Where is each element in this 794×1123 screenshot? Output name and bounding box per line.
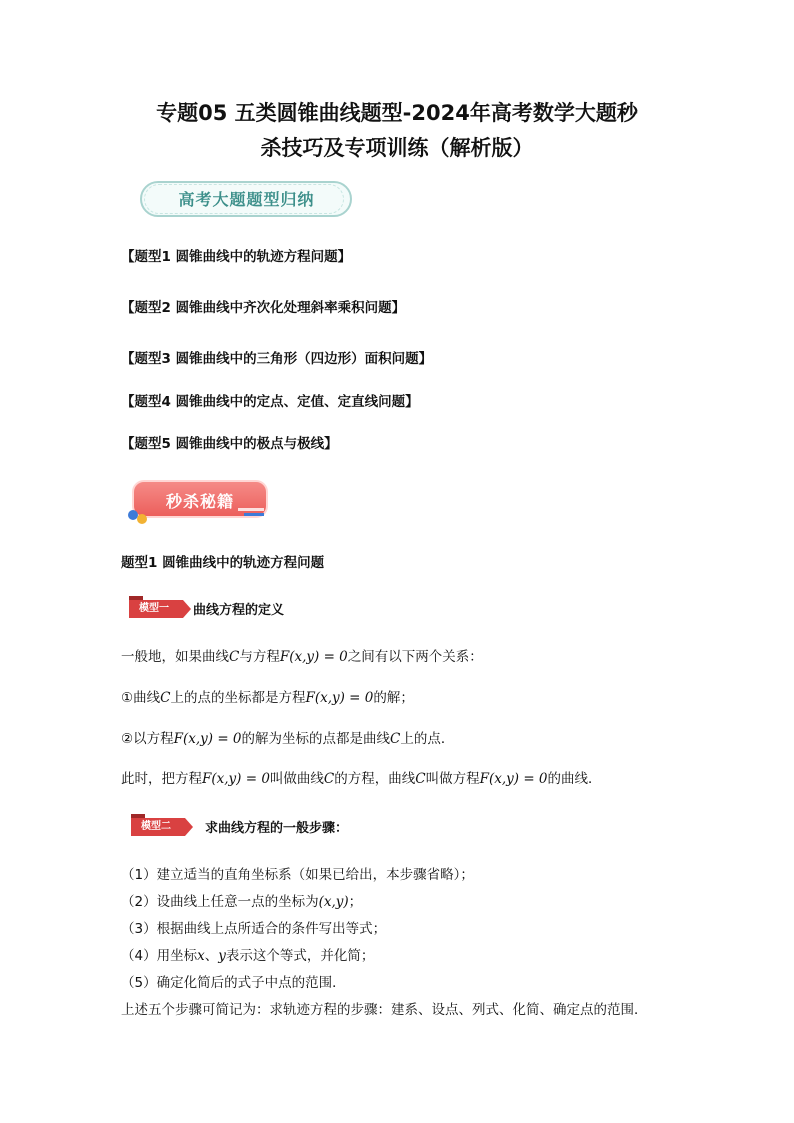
category-item-3: 【题型3 圆锥曲线中的三角形（四边形）面积问题】: [121, 351, 433, 367]
model1-tag-label: 模型一: [139, 603, 169, 614]
category-item-2: 【题型2 圆锥曲线中齐次化处理斜率乘积问题】: [121, 300, 406, 316]
paragraph-conclusion: 此时，把方程F(x,y) = 0叫做曲线C的方程，曲线C叫做方程F(x,y) = 0的曲线．: [121, 771, 602, 787]
tag-corner: [129, 596, 143, 600]
document-title-line2: 杀技巧及专项训练（解析版）: [260, 136, 534, 160]
model1-tag: [129, 600, 183, 618]
document-title-line1: 专题05 五类圆锥曲线题型-2024年高考数学大题秒: [156, 101, 638, 125]
category-item-5: 【题型5 圆锥曲线中的极点与极线】: [121, 436, 338, 452]
seckill-banner: [128, 478, 270, 524]
step-1: （1）建立适当的直角坐标系（如果已给出，本步骤省略）；: [121, 867, 474, 883]
paragraph-definition-intro: 一般地，如果曲线C与方程F(x,y) = 0之间有以下两个关系：: [121, 649, 483, 665]
stripe-decoration-blue: [244, 513, 264, 516]
model2-tag: [131, 818, 185, 836]
section-heading: 题型1 圆锥曲线中的轨迹方程问题: [121, 555, 325, 571]
paragraph-relation-1: ①曲线C上的点的坐标都是方程F(x,y) = 0的解；: [121, 690, 414, 706]
stripe-decoration: [238, 508, 264, 511]
paragraph-relation-2: ②以方程F(x,y) = 0的解为坐标的点都是曲线C上的点．: [121, 731, 455, 747]
step-4: （4）用坐标x、y表示这个等式，并化简；: [121, 948, 375, 964]
step-5: （5）确定化简后的式子中点的范围．: [121, 975, 346, 991]
model2-heading: 求曲线方程的一般步骤：: [205, 821, 349, 836]
category-item-4: 【题型4 圆锥曲线中的定点、定值、定直线问题】: [121, 394, 419, 410]
category-banner: [134, 177, 359, 221]
model2-tag-label: 模型二: [141, 821, 171, 832]
seckill-label: 秒杀秘籍: [165, 492, 234, 511]
model1-heading: 曲线方程的定义: [193, 603, 285, 618]
steps-summary: 上述五个步骤可简记为：求轨迹方程的步骤：建系、设点、列式、化简、确定点的范围．: [121, 1002, 648, 1018]
tag-corner: [131, 814, 145, 818]
step-3: （3）根据曲线上点所适合的条件写出等式；: [121, 921, 387, 937]
banner-label: 高考大题题型归纳: [178, 190, 315, 209]
yellow-dot-decoration: [137, 514, 147, 524]
category-item-1: 【题型1 圆锥曲线中的轨迹方程问题】: [121, 249, 352, 265]
step-2: （2）设曲线上任意一点的坐标为(x,y)；: [121, 894, 363, 910]
